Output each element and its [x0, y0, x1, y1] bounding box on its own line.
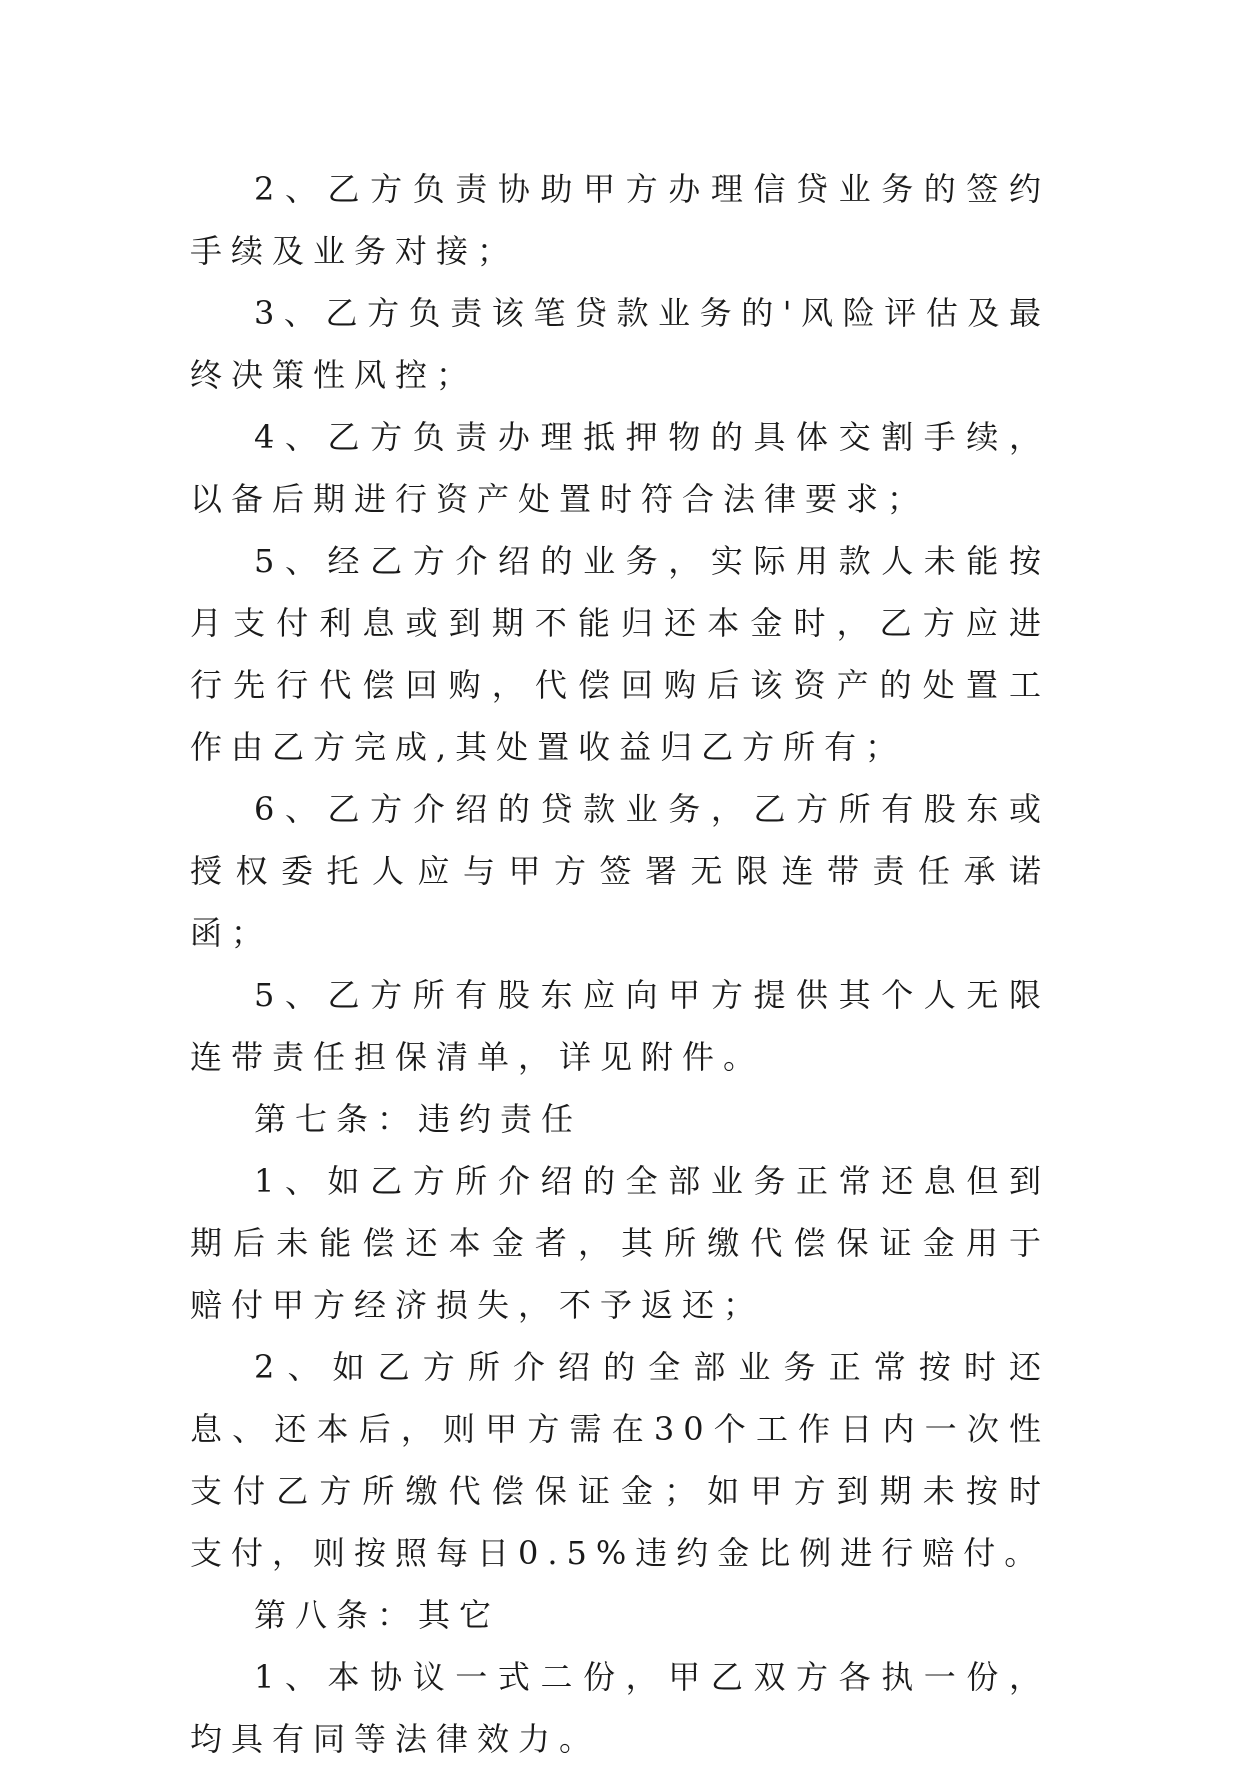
document-body — [190, 158, 1050, 1770]
clause-3-risk: 3、乙方负责该笔贷款业务的'风险评估及最终决策性风控； — [190, 294, 1050, 394]
article-8-heading: 第八条：其它 — [254, 1596, 501, 1634]
clause-5-guarantee-list: 5、乙方所有股东应向甲方提供其个人无限连带责任担保清单，详见附件。 — [190, 976, 1050, 1076]
article-7-heading: 第七条：违约责任 — [254, 1100, 583, 1138]
clause-6-guarantee-letter: 6、乙方介绍的贷款业务，乙方所有股东或授权委托人应与甲方签署无限连带责任承诺函； — [190, 790, 1050, 952]
article-7-item-1: 1、如乙方所介绍的全部业务正常还息但到期后未能偿还本金者，其所缴代偿保证金用于赔付甲方经济损失，不予返还； — [190, 1162, 1050, 1324]
clause-2-signing: 2、乙方负责协助甲方办理信贷业务的签约手续及业务对接； — [190, 170, 1050, 270]
clause-4-collateral: 4、乙方负责办理抵押物的具体交割手续，以备后期进行资产处置时符合法律要求； — [190, 418, 1050, 518]
article-8-item-1: 1、本协议一式二份，甲乙双方各执一份，均具有同等法律效力。 — [190, 1658, 1050, 1758]
clause-5-repurchase: 5、经乙方介绍的业务，实际用款人未能按月支付利息或到期不能归还本金时，乙方应进行先行代偿回购，代偿回购后该资产的处置工作由乙方完成,其处置收益归乙方所有； — [190, 542, 1050, 766]
article-7-item-2: 2、如乙方所介绍的全部业务正常按时还息、还本后，则甲方需在30个工作日内一次性支付乙方所缴代偿保证金；如甲方到期未按时支付，则按照每日0.5%违约金比例进行赔付。 — [190, 1348, 1050, 1572]
